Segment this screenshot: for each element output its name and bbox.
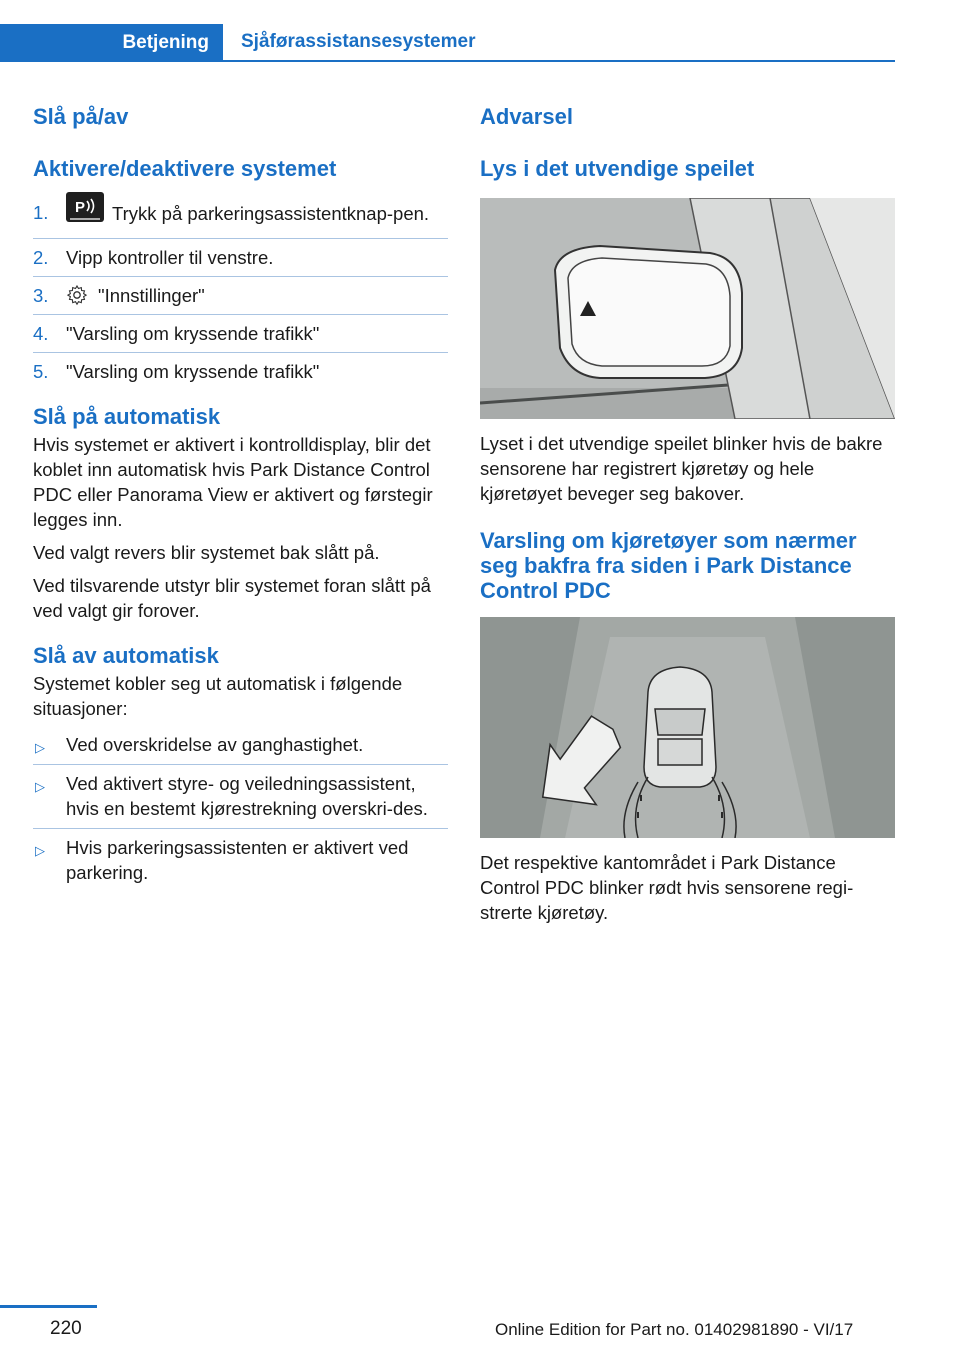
list-item xyxy=(33,353,448,390)
paragraph: Lyset i det utvendige speilet blinker hvis de bakre sensorene har registrert kjøretøy og hele kjøretøyet beveger seg bakover. xyxy=(480,433,883,504)
tab-sjaforassistansesystemer[interactable]: Sjåførassistansesystemer xyxy=(223,24,895,62)
step-number: 5. xyxy=(33,361,49,383)
list-item xyxy=(33,200,448,238)
auto-off-list xyxy=(33,729,448,885)
pdc-illustration xyxy=(480,617,895,838)
mirror-illustration xyxy=(480,198,895,419)
heading-sla-pa-automatisk: Slå på automatisk xyxy=(33,404,221,430)
list-item xyxy=(33,729,448,764)
step-text: "Innstillinger" xyxy=(98,285,205,306)
edition-text: Online Edition for Part no. 01402981890 - VI/17 xyxy=(495,1320,854,1339)
steps-list xyxy=(33,200,448,390)
list-text: Hvis parkeringsassistenten er aktivert ved parkering. xyxy=(66,837,409,884)
list-text: Ved overskridelse av ganghastighet. xyxy=(66,734,364,756)
heading-lys-i-speilet: Lys i det utvendige speilet xyxy=(480,156,755,181)
list-item xyxy=(33,829,448,885)
heading-pdc-varsling: Varsling om kjøretøyer som nærmer seg bakfra fra siden i Park Distance Control PDC xyxy=(480,528,857,603)
step-text: "Varsling om kryssende trafikk" xyxy=(66,361,320,383)
list-item xyxy=(33,277,448,314)
heading-advarsel: Advarsel xyxy=(480,104,573,129)
gear-icon xyxy=(66,284,88,306)
step-text: Vipp kontroller til venstre. xyxy=(66,247,274,268)
paragraph: Ved valgt revers blir systemet bak slått på. xyxy=(33,542,380,564)
right-column xyxy=(480,100,895,925)
section-tabbar xyxy=(0,24,895,62)
step-number: 2. xyxy=(33,247,49,268)
heading-sla-av-automatisk: Slå av automatisk xyxy=(33,643,219,669)
step-number: 4. xyxy=(33,323,49,345)
paragraph: Det respektive kantområdet i Park Distance Control PDC blinker rødt hvis sensorene regi-strerte kjøretøy. xyxy=(480,852,854,923)
triangle-bullet-icon: ▷ xyxy=(35,843,45,859)
parking-assistant-button-icon xyxy=(66,192,104,222)
page-number: 220 xyxy=(50,1318,82,1339)
paragraph: Ved tilsvarende utstyr blir systemet foran slått på ved valgt gir forover. xyxy=(33,575,431,622)
svg-text:P: P xyxy=(75,199,86,216)
list-item xyxy=(33,315,448,352)
step-text: Trykk på parkeringsassistentknap-pen. xyxy=(112,202,430,224)
tab-betjening[interactable]: Betjening xyxy=(0,24,223,62)
step-number: 1. xyxy=(33,202,49,223)
list-item xyxy=(33,239,448,276)
footer-accent-line xyxy=(0,1305,97,1308)
list-text: Ved aktivert styre- og veiledningsassistent, hvis en bestemt kjørestrekning overskri-des. xyxy=(66,773,428,820)
step-number: 3. xyxy=(33,285,49,306)
heading-aktivere-deaktivere: Aktivere/deaktivere systemet xyxy=(33,156,337,181)
heading-sla-pa-av: Slå på/av xyxy=(33,104,129,129)
triangle-bullet-icon: ▷ xyxy=(35,740,45,756)
step-text: "Varsling om kryssende trafikk" xyxy=(66,323,320,345)
left-column xyxy=(33,100,448,885)
list-item xyxy=(33,765,448,828)
paragraph: Hvis systemet er aktivert i kontrolldisplay, blir det koblet inn automatisk hvis Park Distance Control PDC eller Panorama View er aktivert og førstegir legges inn. xyxy=(33,434,433,531)
triangle-bullet-icon: ▷ xyxy=(35,779,45,795)
paragraph: Systemet kobler seg ut automatisk i følgende situasjoner: xyxy=(33,673,403,720)
